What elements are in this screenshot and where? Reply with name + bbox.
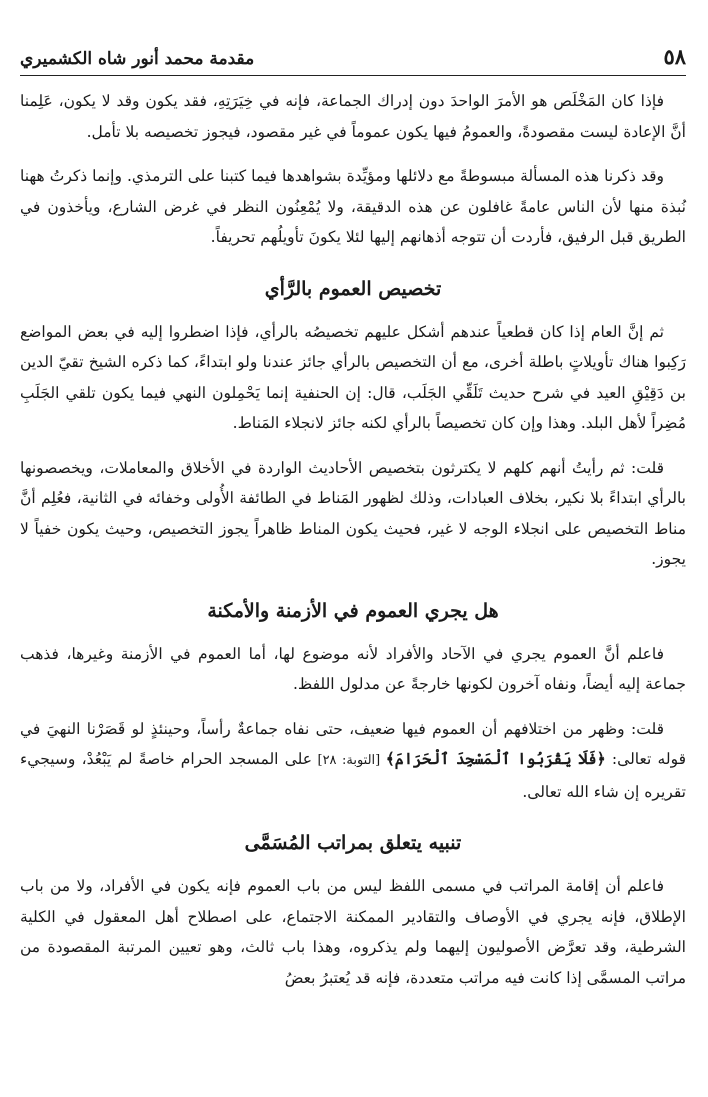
paragraph-3: ثم إنَّ العام إذا كان قطعياً عندهم أشكل عليهم تخصيصُه بالرأي، فإذا اضطروا إليه في بعض المواضع رَكِبوا هناك تأويلاتٍ باطلة أخرى، مع أن التخصيص بالرأي جائز عندنا ولو ابتداءً، كما ذكره الشيخ تقيّ الدين بن دَقِيْقِ العيد في شرح حديث تَلَقِّي الجَلَب، قال: إن الحنفية إنما يَحْمِلون النهي فيما يكون تلقي الجَلَبِ مُضِراً لأهل البلد. وهذا وإن كان تخصيصاً بالرأي لكنه جائز لانجلاء المَناط. [20, 322, 686, 432]
paragraph-5: فاعلم أنَّ العموم يجري في الآحاد والأفراد لأنه موضوع لها، أما العموم في الأزمنة وغيرها، فذهب جماعة إليه أيضاً، ونفاه آخرون لكونها خارجةً عن مدلول اللفظ. [20, 644, 686, 693]
heading-specification-by-opinion: تخصيص العموم بالرَّأي [264, 277, 442, 300]
paragraph-4: قلت: ثم رأيتُ أنهم كلهم لا يكترثون بتخصيص الأحاديث الواردة في الأخلاق والمعاملات، ويخصصونها بالرأي ابتداءً بلا نكير، بخلاف العبادات، وذلك لظهور المَناط في الطائفة الأُولى وخفائه في الثانية، فعُلِم أنَّ مناط التخصيص على انجلاء الوجه لا غير، فحيث يكون المناط ظاهراً يجوز التخصيص، وحيث يكون خفياً لا يجوز. [20, 458, 686, 568]
paragraph-6-text-before: قلت: وظهر من اختلافهم أن العموم فيها ضعيف، حتى نفاه جماعةٌ رأساً، وحينئذٍ لو قَصَرْنا النهيَ في قوله تعالى: [20, 719, 686, 768]
running-header [20, 32, 686, 76]
heading-generality-in-times-places: هل يجري العموم في الأزمنة والأمكنة [207, 599, 499, 622]
page-number: ٥٨ [663, 44, 686, 69]
heading-note-on-ranks: تنبيه يتعلق بمراتب المُسَمَّى [244, 832, 462, 854]
quran-verse: ﴿فَلَا يَقْرَبُوا ٱلْمَسْجِدَ ٱلْحَرَامَ﴾ [385, 749, 606, 768]
paragraph-6-text-after: على المسجد الحرام خاصةً لم يَبْعُدْ، وسيجيء تقريره إن شاء الله تعالى. [20, 750, 686, 801]
paragraph-6 [20, 714, 686, 808]
verse-reference: [التوبة: ٢٨] [312, 753, 386, 768]
paragraph-2: وقد ذكرنا هذه المسألة مبسوطةً مع دلائلها ومؤيِّدة بشواهدها فيما كتبنا على الترمذي. وإنما ذكرتُ ههنا نُبذة منها لأن الناس عامةً غافلون عن هذه الدقيقة، ولا يُمْعِنُون النظر في غرض الشارع، ويأخذون في الطريق قبل الرفيق، فأردت أن تتوجه أذهانهم إليها لئلا يكونَ تأويلُهم تحريفاً. [20, 167, 686, 246]
page-content [20, 86, 686, 1007]
paragraph-1: فإذا كان المَخْلَص هو الأمرَ الواحدَ دون إدراك الجماعة، فإنه في خِيَرَتِهِ، فقد يكون وقد لا يكون، عَلِمنا أنَّ الإعادة ليست مقصودةً، والعمومُ فيها يكون عموماً في غير مقصود، فيجوز تخصيصه بلا تأمل. [20, 92, 686, 141]
paragraph-7: فاعلم أن إقامة المراتب في مسمى اللفظ ليس من باب العموم فإنه يكون في الأفراد، ولا من باب الإطلاق، فإنه يجري في الأوصاف والتقادير الممكنة الاجتماع، على اصطلاح أهل المعقول في الكلية الشرطية، وقد تعرَّض الأصوليون إليهما ولم يذكروه، وهذا باب ثالث، وهو تعيين المرتبة المقصودة من مراتب المسمَّى إذا كانت فيه مراتب متعددة، فإنه قد يُعتبرُ بعضُ [20, 877, 686, 987]
running-title: مقدمة محمد أنور شاه الكشميري [20, 49, 255, 69]
